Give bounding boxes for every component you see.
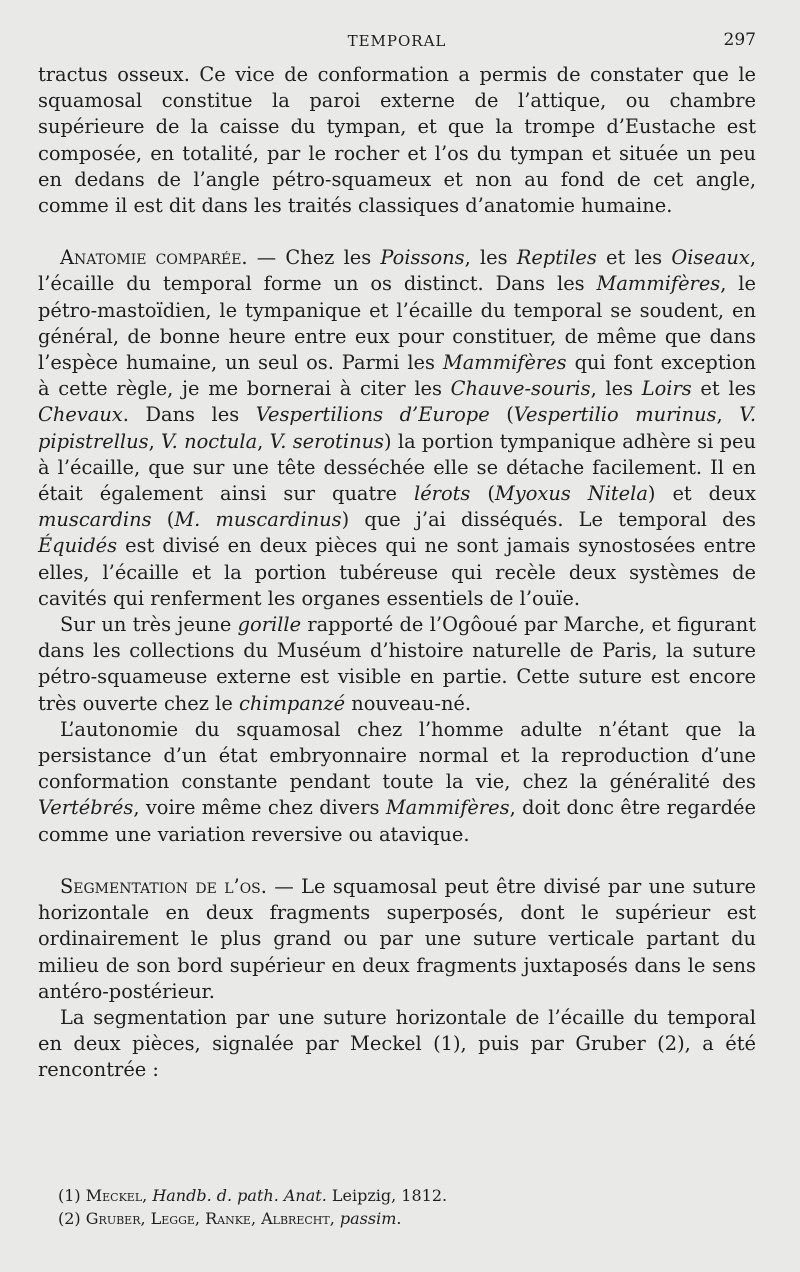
footnote-2: (2) Gruber, Legge, Ranke, Albrecht, passim. — [58, 1209, 402, 1228]
page-number: 297 — [723, 30, 756, 50]
paragraph-segmentation: Segmentation de l’os. — Le squamosal peut être divisé par une suture horizontale en deux fragments superposés, dont le supérieur est ordinairement le plus grand ou par une suture verticale partant du milieu de son bord supérieur en deux fragments juxtaposés dans le sens antéro-postérieur. — [38, 874, 756, 1003]
section-heading-anatomie-comparee: Anatomie comparée. — [60, 246, 248, 270]
paragraph-continuation: tractus osseux. Ce vice de conformation a permis de constater que le squamosal constitue la paroi externe de l’attique, ou chambre supérieure de la caisse du tympan, et que la trompe d’Eustache est composée, en totalité, par le rocher et l’os du tympan et située un peu en dedans de l’angle pétro-squameux et non au fond de cet angle, comme il est dit dans les traités classiques d’anatomie humaine. — [38, 63, 756, 218]
paragraph-autonomie: L’autonomie du squamosal chez l’homme adulte n’étant que la persistance d’un état embryonnaire normal et la reproduction d’une conformation constante pendant toute la vie, chez la généralité des Vertébrés, voire même chez divers Mammifères, doit donc être regardée comme une variation reversive ou atavique. — [38, 717, 756, 846]
section-heading-segmentation: Segmentation de l’os. — [60, 874, 267, 898]
paragraph-anatomie-comparee: Anatomie comparée. — Chez les Poissons, les Reptiles et les Oiseaux, l’écaille du temporal forme un os distinct. Dans les Mammifères, le pétro-mastoïdien, le tympanique et l’écaille du temporal se soudent, en général, de bonne heure entre eux pour constituer, de même que dans l’espèce humaine, un seul os. Parmi les Mammifères qui font exception à cette règle, je me bornerai à citer les Chauve-souris, les Loirs et les Chevaux. Dans les Vespertilions d’Europe (Vespertilio murinus, V. pipistrellus, V. noctula, V. serotinus) la portion tympanique adhère si peu à l’écaille, que sur une tête desséchée elle se détache facilement. Il en était également ainsi sur quatre lérots (Myoxus Nitela) et deux muscardins (M. muscardinus) que j’ai disséqués. Le temporal des Équidés est divisé en deux pièces qui ne sont jamais synostosées entre elles, l’écaille et la portion tubéreuse qui recèle deux systèmes de cavités qui renferment les organes essentiels de l’ouïe. — [38, 246, 757, 610]
footnote-1: (1) Meckel, Handb. d. path. Anat. Leipzig, 1812. — [58, 1186, 448, 1205]
running-title: TEMPORAL — [347, 32, 447, 50]
paragraph-segmentation-horizontale: La segmentation par une suture horizontale de l’écaille du temporal en deux pièces, signalée par Meckel (1), puis par Gruber (2), a été rencontrée : — [38, 1005, 756, 1082]
footnotes — [58, 1184, 756, 1230]
running-header — [38, 28, 756, 62]
paragraph-gorille: Sur un très jeune gorille rapporté de l’Ogôoué par Marche, et figurant dans les collections du Muséum d’histoire naturelle de Paris, la suture pétro-squameuse externe est visible en partie. Cette suture est encore très ouverte chez le chimpanzé nouveau-né. — [38, 613, 756, 715]
